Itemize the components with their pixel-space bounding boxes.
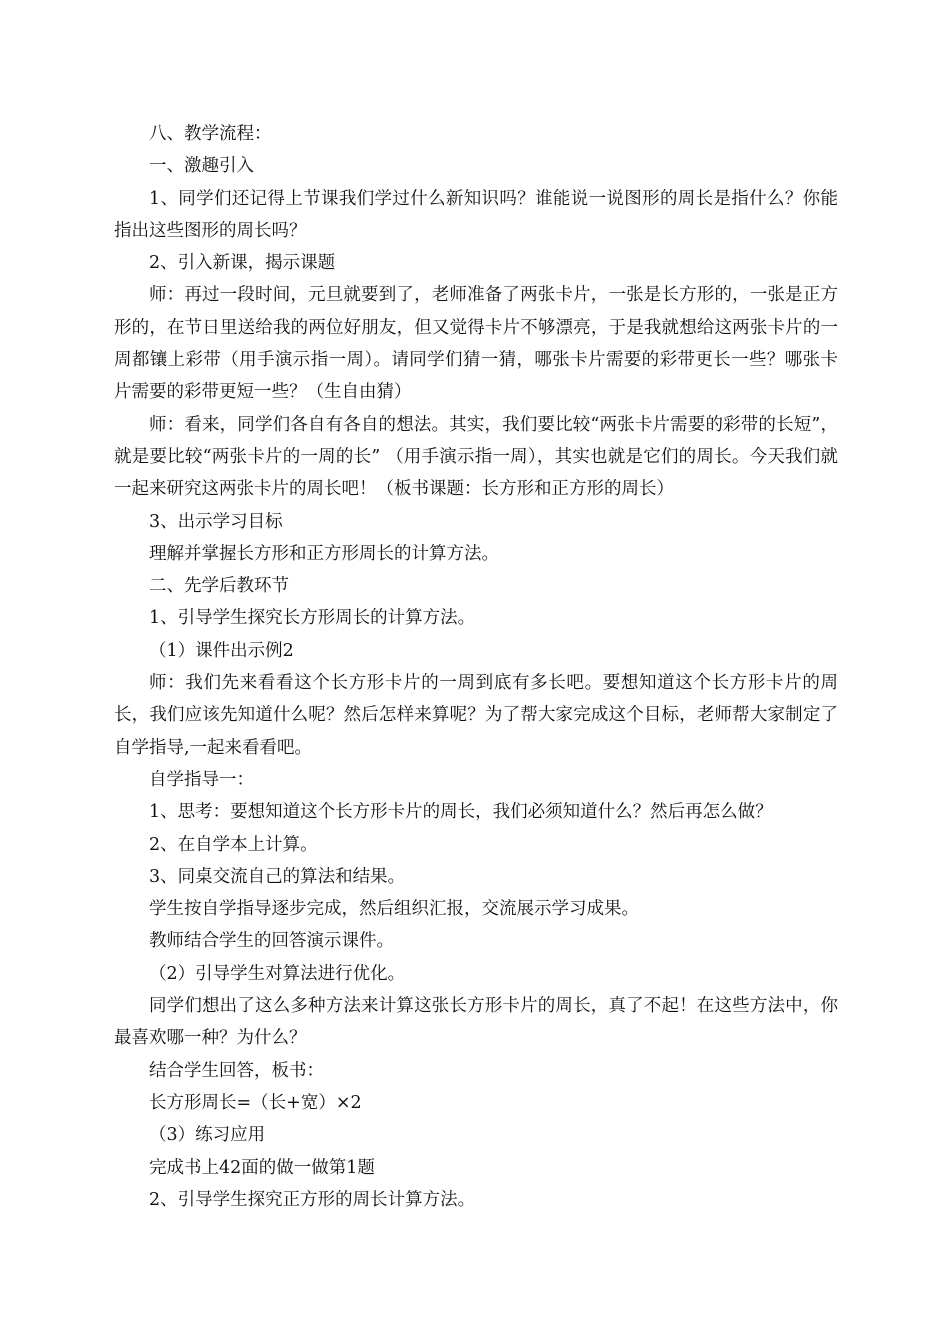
paragraph: 师：我们先来看看这个长方形卡片的一周到底有多长吧。要想知道这个长方形卡片的周长，我们应该先知道什么呢？然后怎样来算呢？为了帮大家完成这个目标，老师帮大家制定了自学指导,一起来看看吧。: [114, 673, 838, 758]
section-heading-teaching-process: 八、教学流程：: [149, 124, 272, 144]
section-heading-learn-then-teach: 二、先学后教环节: [149, 576, 289, 597]
paragraph: 理解并掌握长方形和正方形周长的计算方法。: [149, 543, 499, 564]
subheading: 2、引导学生探究正方形的周长计算方法。: [149, 1189, 476, 1210]
subheading: 2、引入新课，揭示课题: [149, 253, 336, 274]
subheading: 1、引导学生探究长方形周长的计算方法。: [149, 608, 476, 629]
subheading: 自学指导一：: [149, 769, 254, 790]
paragraph: 完成书上42面的做一做第1题: [149, 1157, 375, 1178]
list-item: 2、在自学本上计算。: [149, 834, 318, 855]
paragraph: 1、同学们还记得上节课我们学过什么新知识吗？谁能说一说图形的周长是指什么？你能指出这些图形的周长吗？: [114, 188, 838, 241]
formula: 长方形周长=（长+宽）×2: [149, 1092, 362, 1113]
paragraph: 教师结合学生的回答演示课件。: [149, 931, 394, 952]
paragraph: 学生按自学指导逐步完成，然后组织汇报，交流展示学习成果。: [149, 899, 639, 920]
paragraph: 师：看来，同学们各自有各自的想法。其实，我们要比较“两张卡片需要的彩带的长短”，就是要比较“两张卡片的一周的长” （用手演示指一周），其实也就是它们的周长。今天我们就一起来研究这两张卡片的周长吧！（板书课题：长方形和正方形的周长）: [114, 414, 838, 500]
subheading: （1）课件出示例2: [149, 640, 294, 661]
paragraph: 同学们想出了这么多种方法来计算这张长方形卡片的周长，真了不起！在这些方法中，你最喜欢哪一种？为什么？: [114, 996, 838, 1049]
section-heading-introduction: 一、激趣引入: [149, 156, 254, 177]
paragraph: 师：再过一段时间，元旦就要到了，老师准备了两张卡片，一张是长方形的，一张是正方形的，在节日里送给我的两位好朋友，但又觉得卡片不够漂亮，于是我就想给这两张卡片的一周都镶上彩带（用手演示指一周）。请同学们猜一猜，哪张卡片需要的彩带更长一些？哪张卡片需要的彩带更短一些？（生自由猜）: [114, 285, 838, 403]
document-body: [114, 118, 838, 1216]
subheading: （2）引导学生对算法进行优化。: [149, 963, 406, 984]
paragraph: 结合学生回答，板书：: [149, 1060, 324, 1081]
list-item: 3、同桌交流自己的算法和结果。: [149, 866, 406, 887]
list-item: 1、思考：要想知道这个长方形卡片的周长，我们必须知道什么？然后再怎么做？: [149, 802, 773, 823]
subheading: 3、出示学习目标: [149, 511, 283, 532]
subheading: （3）练习应用: [149, 1125, 266, 1146]
